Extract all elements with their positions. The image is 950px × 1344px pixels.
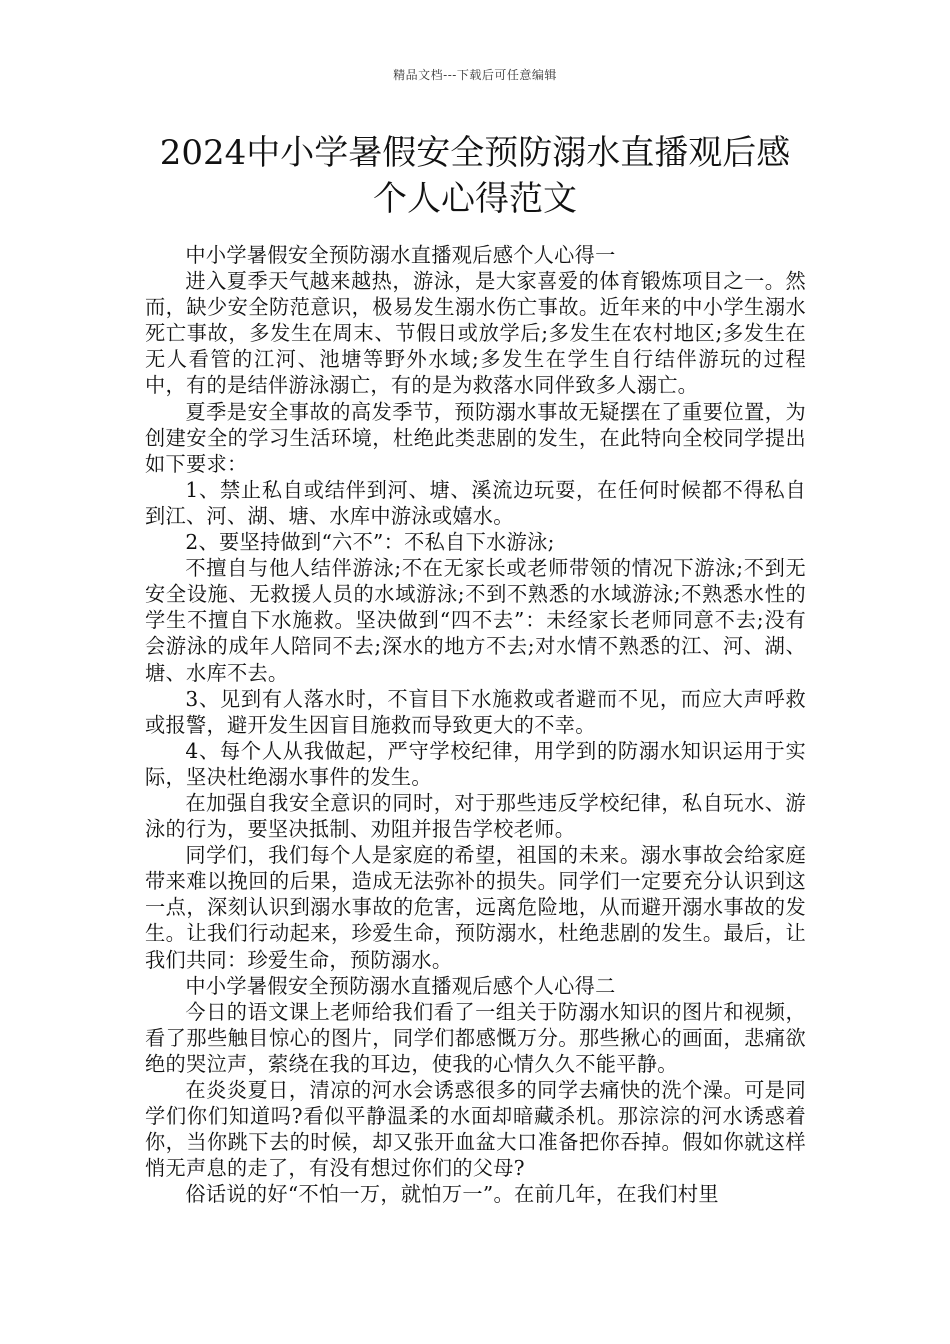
section-heading-2: 中小学暑假安全预防溺水直播观后感个人心得二	[185, 973, 616, 998]
paragraph: 进入夏季天气越来越热，游泳，是大家喜爱的体育锻炼项目之一。然而，缺少安全防范意识，极易发生溺水伤亡事故。近年来的中小学生溺水死亡事故，多发生在周末、节假日或放学后;多发生在农村地区;多发生在无人看管的江河、池塘等野外水域;多发生在学生自行结伴游玩的过程中，有的是结伴游泳溺亡，有的是为救落水同伴致多人溺亡。	[145, 269, 806, 398]
rule-item-4: 4、每个人从我做起，严守学校纪律，用学到的防溺水知识运用于实际，坚决杜绝溺水事件的发生。	[145, 738, 806, 789]
rule-item-1: 1、禁止私自或结伴到河、塘、溪流边玩耍，在任何时候都不得私自到江、河、湖、塘、水库中游泳或嬉水。	[145, 477, 806, 528]
header-note: 精品文档---下载后可任意编辑	[393, 68, 557, 82]
document-title	[110, 130, 840, 222]
paragraph: 夏季是安全事故的高发季节，预防溺水事故无疑摆在了重要位置，为创建安全的学习生活环境，杜绝此类悲剧的发生，在此特向全校同学提出如下要求：	[145, 399, 806, 476]
paragraph: 在炎炎夏日，清凉的河水会诱惑很多的同学去痛快的洗个澡。可是同学们你们知道吗?看似平静温柔的水面却暗藏杀机。那淙淙的河水诱惑着你，当你跳下去的时候，却又张开血盆大口准备把你吞掉。假如你就这样悄无声息的走了，有没有想过你们的父母?	[145, 1078, 806, 1181]
rule-item-2: 2、要坚持做到“六不”：不私自下水游泳;	[185, 530, 555, 555]
paragraph: 在加强自我安全意识的同时，对于那些违反学校纪律，私自玩水、游泳的行为，要坚决抵制、劝阻并报告学校老师。	[145, 790, 806, 842]
paragraph: 今日的语文课上老师给我们看了一组关于防溺水知识的图片和视频，看了那些触目惊心的图片，同学们都感慨万分。那些揪心的画面，悲痛欲绝的哭泣声，萦绕在我的耳边，使我的心情久久不能平静。	[145, 999, 806, 1076]
paragraph: 同学们，我们每个人是家庭的希望，祖国的未来。溺水事故会给家庭带来难以挽回的后果，造成无法弥补的损失。同学们一定要充分认识到这一点，深刻认识到溺水事故的危害，远离危险地，从而避开溺水事故的发生。让我们行动起来，珍爱生命，预防溺水，杜绝悲剧的发生。最后，让我们共同：珍爱生命，预防溺水。	[145, 843, 806, 972]
rule-item-3: 3、见到有人落水时，不盲目下水施救或者避而不见，而应大声呼救或报警，避开发生因盲目施救而导致更大的不幸。	[145, 686, 806, 737]
document-body	[145, 242, 806, 1207]
title-line-1: 2024中小学暑假安全预防溺水直播观后感	[159, 133, 791, 173]
paragraph: 不擅自与他人结伴游泳;不在无家长或老师带领的情况下游泳;不到无安全设施、无救援人员的水域游泳;不到不熟悉的水域游泳;不熟悉水性的学生不擅自下水施救。坚决做到“四不去”：未经家长老师同意不去;没有会游泳的成年人陪同不去;深水的地方不去;对水情不熟悉的江、河、湖、塘、水库不去。	[145, 556, 806, 685]
paragraph: 俗话说的好“不怕一万，就怕万一”。在前几年，在我们村里	[185, 1182, 719, 1207]
title-line-2: 个人心得范文	[373, 179, 577, 219]
section-heading-1: 中小学暑假安全预防溺水直播观后感个人心得一	[185, 243, 616, 267]
